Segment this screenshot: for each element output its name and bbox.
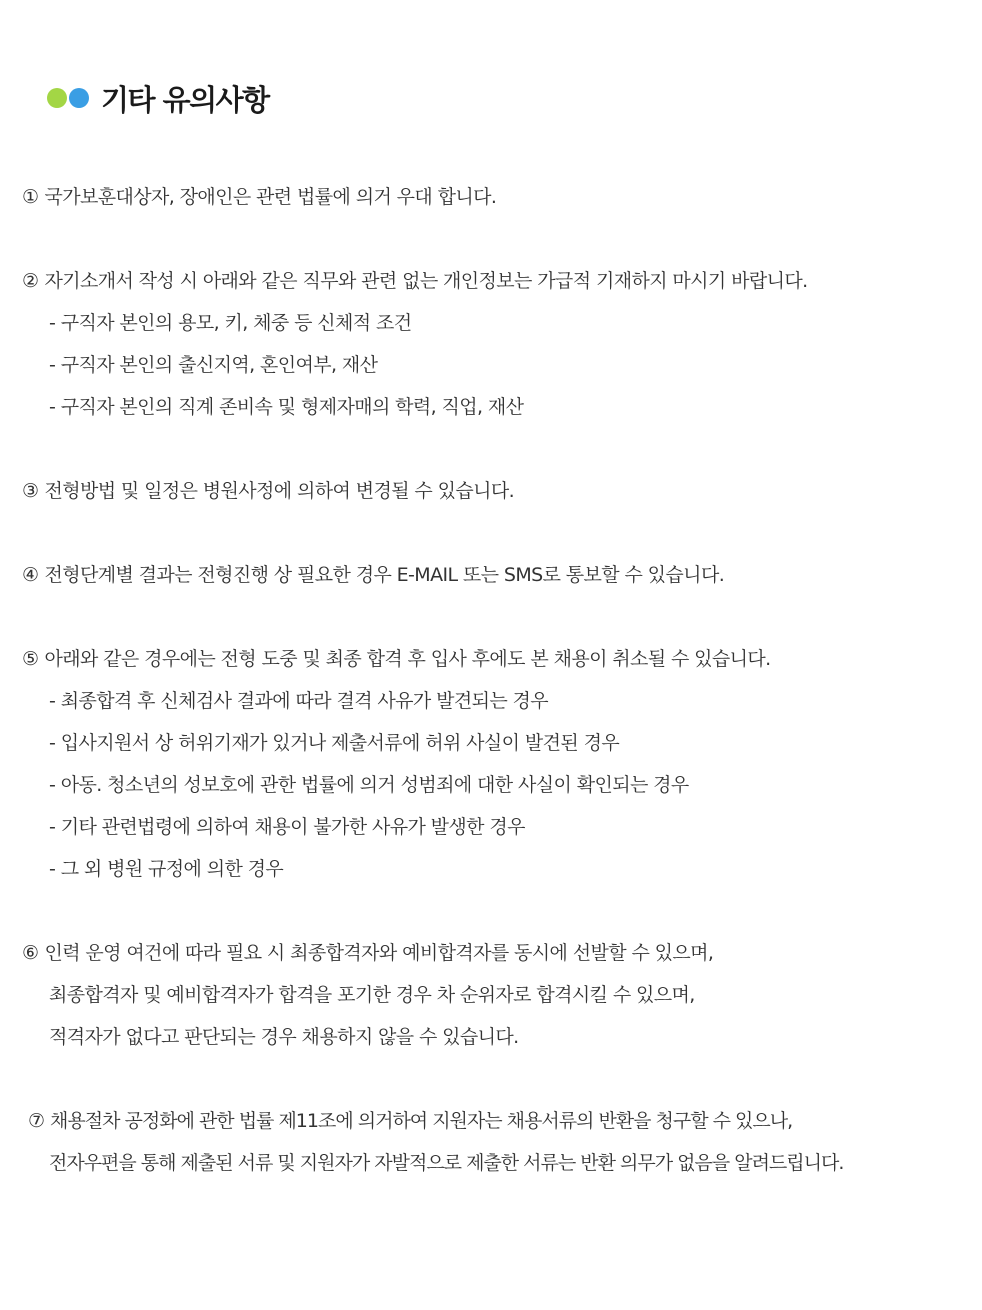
- note-text: 국가보훈대상자, 장애인은 관련 법률에 의거 우대 합니다.: [44, 186, 497, 208]
- note-number: ⑥: [22, 942, 39, 964]
- note-2-sub-3: - 구직자 본인의 직계 존비속 및 형제자매의 학력, 직업, 재산: [49, 396, 524, 418]
- note-text: 채용절차 공정화에 관한 법률 제11조에 의거하여 지원자는 채용서류의 반환을 청구할 수 있으나,: [50, 1110, 793, 1132]
- note-number: ⑦: [28, 1110, 45, 1132]
- note-text: 자기소개서 작성 시 아래와 같은 직무와 관련 없는 개인정보는 가급적 기재하지 마시기 바랍니다.: [44, 270, 808, 292]
- note-number: ⑤: [22, 648, 39, 670]
- note-5-sub-3: - 아동. 청소년의 성보호에 관한 법률에 의거 성범죄에 대한 사실이 확인되는 경우: [49, 774, 689, 796]
- note-text: 인력 운영 여건에 따라 필요 시 최종합격자와 예비합격자를 동시에 선발할 수 있으며,: [44, 942, 714, 964]
- note-7: [22, 1100, 977, 1142]
- note-5: [22, 638, 977, 680]
- note-number: ①: [22, 186, 39, 208]
- note-5-sub-4: - 기타 관련법령에 의하여 채용이 불가한 사유가 발생한 경우: [49, 816, 525, 838]
- note-6-sub-2: 적격자가 없다고 판단되는 경우 채용하지 않을 수 있습니다.: [49, 1026, 519, 1048]
- note-1: [22, 176, 977, 218]
- heading-dots-icon: [47, 88, 89, 108]
- note-text: 아래와 같은 경우에는 전형 도중 및 최종 합격 후 입사 후에도 본 채용이 취소될 수 있습니다.: [44, 648, 771, 670]
- note-text: 전형방법 및 일정은 병원사정에 의하여 변경될 수 있습니다.: [44, 480, 515, 502]
- blue-dot-icon: [69, 88, 89, 108]
- note-5-sub-5: - 그 외 병원 규정에 의한 경우: [49, 858, 284, 880]
- note-3: [22, 470, 977, 512]
- note-number: ④: [22, 564, 39, 586]
- note-number: ③: [22, 480, 39, 502]
- note-5-sub-1: - 최종합격 후 신체검사 결과에 따라 결격 사유가 발견되는 경우: [49, 690, 549, 712]
- note-number: ②: [22, 270, 39, 292]
- note-2: [22, 260, 977, 302]
- notes-list: [22, 176, 977, 1184]
- section-title: 기타 유의사항: [101, 82, 269, 117]
- note-text: 전형단계별 결과는 전형진행 상 필요한 경우 E-MAIL 또는 SMS로 통보할 수 있습니다.: [44, 564, 725, 586]
- note-2-sub-1: - 구직자 본인의 용모, 키, 체중 등 신체적 조건: [49, 312, 412, 334]
- section-heading: [47, 76, 269, 120]
- green-dot-icon: [47, 88, 67, 108]
- note-2-sub-2: - 구직자 본인의 출신지역, 혼인여부, 재산: [49, 354, 378, 376]
- note-6-sub-1: 최종합격자 및 예비합격자가 합격을 포기한 경우 차 순위자로 합격시킬 수 있으며,: [49, 984, 695, 1006]
- note-6: [22, 932, 977, 974]
- note-7-sub-1: 전자우편을 통해 제출된 서류 및 지원자가 자발적으로 제출한 서류는 반환 의무가 없음을 알려드립니다.: [49, 1152, 844, 1174]
- note-5-sub-2: - 입사지원서 상 허위기재가 있거나 제출서류에 허위 사실이 발견된 경우: [49, 732, 620, 754]
- note-4: [22, 554, 977, 596]
